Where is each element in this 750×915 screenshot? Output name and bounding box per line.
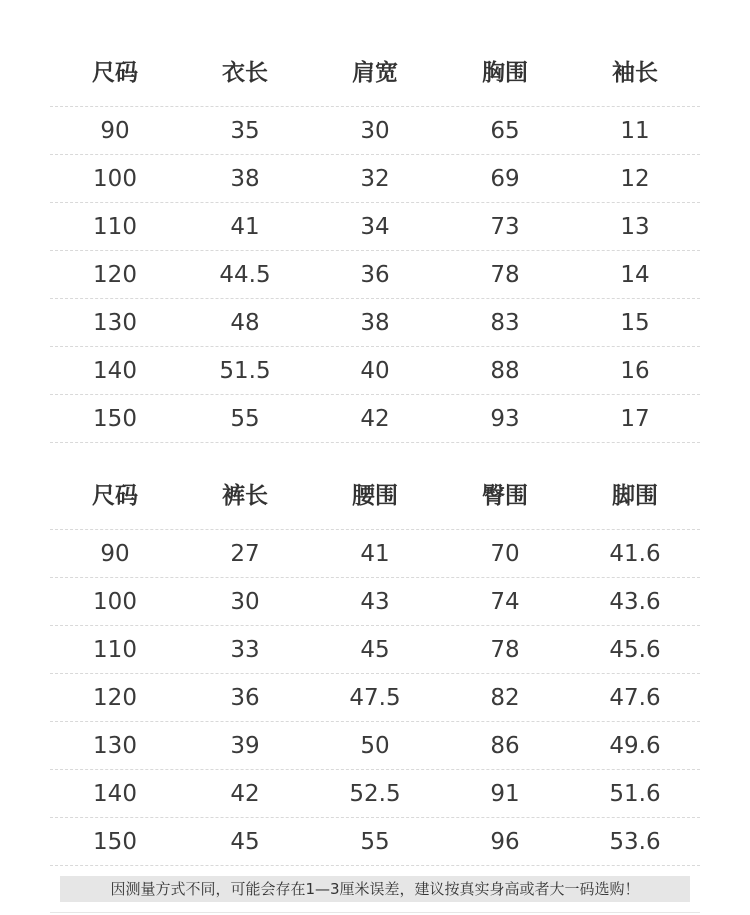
table-row	[50, 722, 700, 770]
table-cell: 120	[93, 685, 137, 711]
table-cell: 74	[490, 589, 520, 615]
table-cell: 38	[230, 166, 260, 192]
table-cell: 17	[620, 406, 650, 432]
table-row	[50, 530, 700, 578]
table-cell: 34	[360, 214, 390, 240]
table-cell: 15	[620, 310, 650, 336]
table-cell: 70	[490, 541, 520, 567]
header-size: 尺码	[92, 483, 138, 509]
header-shoulder: 肩宽	[352, 60, 398, 86]
table-cell: 55	[230, 406, 260, 432]
table-cell: 78	[490, 262, 520, 288]
header-sleeve: 袖长	[612, 60, 658, 86]
table-cell: 150	[93, 406, 137, 432]
table-cell: 12	[620, 166, 650, 192]
table-cell: 53.6	[609, 829, 661, 855]
table-cell: 50	[360, 733, 390, 759]
table-cell: 130	[93, 733, 137, 759]
table-cell: 47.6	[609, 685, 661, 711]
table-cell: 51.5	[219, 358, 271, 384]
table-cell: 86	[490, 733, 520, 759]
header-ankle: 脚围	[612, 483, 658, 509]
table-cell: 96	[490, 829, 520, 855]
table-cell: 110	[93, 637, 137, 663]
table-cell: 11	[620, 118, 650, 144]
table-cell: 110	[93, 214, 137, 240]
table-cell: 73	[490, 214, 520, 240]
table-cell: 91	[490, 781, 520, 807]
table-cell: 30	[360, 118, 390, 144]
table-cell: 39	[230, 733, 260, 759]
table-header-row	[50, 42, 700, 107]
header-chest: 胸围	[482, 60, 528, 86]
table-cell: 100	[93, 166, 137, 192]
table-cell: 69	[490, 166, 520, 192]
table-cell: 140	[93, 781, 137, 807]
table-cell: 32	[360, 166, 390, 192]
table-cell: 27	[230, 541, 260, 567]
table-cell: 45	[230, 829, 260, 855]
table-cell: 36	[360, 262, 390, 288]
divider	[50, 912, 700, 913]
table-cell: 49.6	[609, 733, 661, 759]
table-cell: 43	[360, 589, 390, 615]
table-cell: 41.6	[609, 541, 661, 567]
table-cell: 93	[490, 406, 520, 432]
table-cell: 16	[620, 358, 650, 384]
top-size-table	[50, 42, 700, 443]
table-cell: 41	[360, 541, 390, 567]
table-cell: 90	[100, 118, 130, 144]
table-cell: 36	[230, 685, 260, 711]
table-cell: 41	[230, 214, 260, 240]
table-row	[50, 155, 700, 203]
table-row	[50, 818, 700, 866]
table-cell: 140	[93, 358, 137, 384]
table-cell: 33	[230, 637, 260, 663]
table-row	[50, 674, 700, 722]
header-hip: 臀围	[482, 483, 528, 509]
header-waist: 腰围	[352, 483, 398, 509]
table-cell: 45.6	[609, 637, 661, 663]
table-cell: 40	[360, 358, 390, 384]
header-length: 衣长	[222, 60, 268, 86]
table-cell: 38	[360, 310, 390, 336]
table-header-row	[50, 465, 700, 530]
table-row	[50, 395, 700, 443]
table-row	[50, 251, 700, 299]
table-row	[50, 107, 700, 155]
header-size: 尺码	[92, 60, 138, 86]
table-cell: 82	[490, 685, 520, 711]
table-cell: 120	[93, 262, 137, 288]
table-cell: 48	[230, 310, 260, 336]
table-cell: 78	[490, 637, 520, 663]
bottom-size-table	[50, 465, 700, 866]
table-cell: 13	[620, 214, 650, 240]
table-cell: 90	[100, 541, 130, 567]
table-cell: 55	[360, 829, 390, 855]
table-cell: 83	[490, 310, 520, 336]
table-cell: 44.5	[219, 262, 271, 288]
table-row	[50, 770, 700, 818]
table-cell: 52.5	[349, 781, 401, 807]
table-cell: 65	[490, 118, 520, 144]
table-cell: 35	[230, 118, 260, 144]
table-cell: 43.6	[609, 589, 661, 615]
table-row	[50, 299, 700, 347]
table-cell: 30	[230, 589, 260, 615]
header-pants-length: 裤长	[222, 483, 268, 509]
table-cell: 150	[93, 829, 137, 855]
table-cell: 42	[230, 781, 260, 807]
table-cell: 47.5	[349, 685, 401, 711]
table-cell: 14	[620, 262, 650, 288]
measurement-notice: 因测量方式不同，可能会存在1—3厘米误差，建议按真实身高或者大一码选购！	[60, 876, 690, 902]
table-cell: 88	[490, 358, 520, 384]
table-cell: 45	[360, 637, 390, 663]
table-cell: 100	[93, 589, 137, 615]
table-row	[50, 203, 700, 251]
table-row	[50, 578, 700, 626]
table-cell: 51.6	[609, 781, 661, 807]
table-row	[50, 347, 700, 395]
table-cell: 130	[93, 310, 137, 336]
table-row	[50, 626, 700, 674]
table-cell: 42	[360, 406, 390, 432]
